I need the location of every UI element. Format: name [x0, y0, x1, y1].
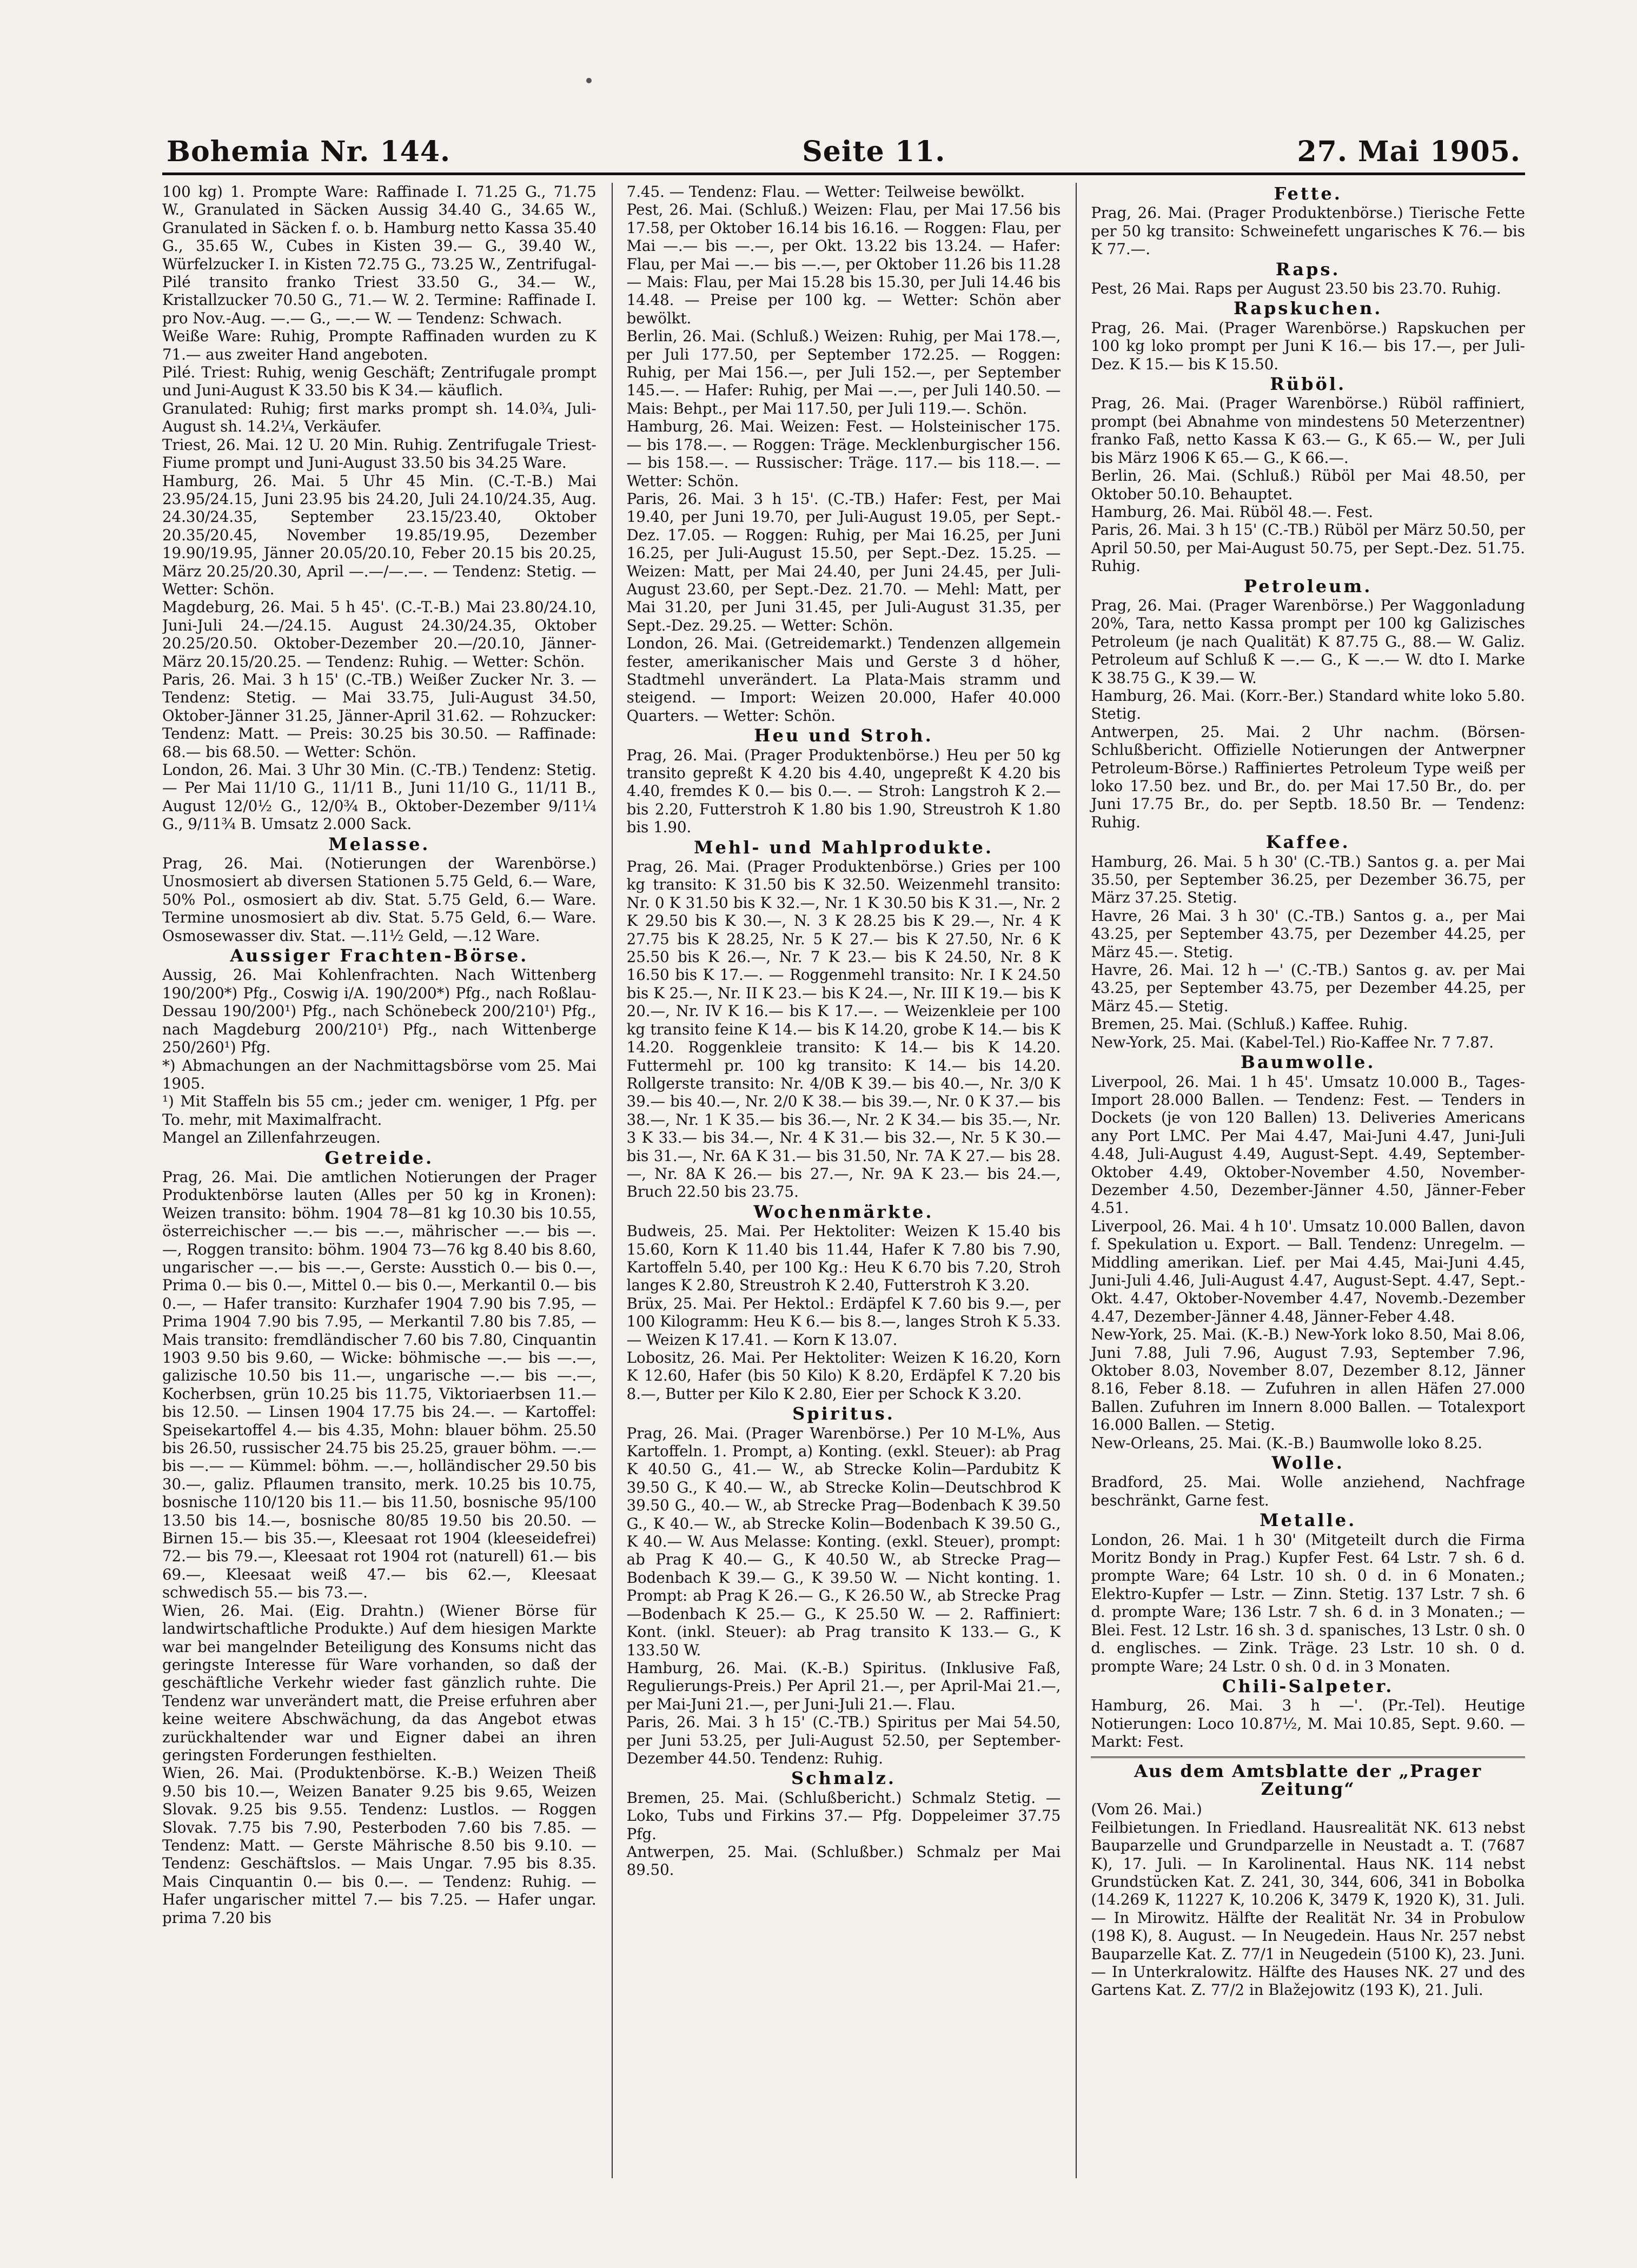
- article-paragraph: Mangel an Zillenfahrzeugen.: [162, 1129, 381, 1147]
- article-paragraph: 7.45. — Tendenz: Flau. — Wetter: Teilweise bewölkt.: [626, 183, 1025, 201]
- section-heading: Rapskuchen.: [1233, 298, 1383, 319]
- article-paragraph: Weiße Ware: Ruhig, Prompte Raffinaden wurden zu K 71.— aus zweiter Hand angeboten.: [162, 327, 597, 363]
- article-paragraph: Hamburg, 26. Mai. (Korr.-Ber.) Standard white loko 5.80. Stetig.: [1091, 686, 1525, 723]
- article-paragraph: Prag, 26. Mai. Die amtlichen Notierungen der Prager Produktenbörse lauten (Alles per 50 kg in Kronen): Weizen transito: böhm. 1904 78—81 kg 10.30 bis 10.55, österreichischer —.— bis —.—, mährischer —.— bis —.—, Roggen transito: böhm. 1904 73—76 kg 8.40 bis 8.60, ungarischer —.— bis —.—, Gerste: Ausstich 0.— bis 0.—, Prima 0.— bis 0.—, Mittel 0.— bis 0.—, Merkantil 0.— bis 0.—, — Hafer transito: Kurzhafer 1904 7.90 bis 7.95, — Prima 1904 7.90 bis 7.95, — Merkantil 7.80 bis 7.85, — Mais transito: fremdländischer 7.60 bis 7.80, Cinquantin 1903 9.50 bis 9.60, — Wicke: böhmische —.— bis —.—, galizische 10.50 bis 11.—, ungarische —.— bis —.—, Kocherbsen, grün 10.25 bis 11.75, Viktoriaerbsen 11.— bis 12.50. — Linsen 1904 17.75 bis 24.—. — Kartoffel: Speisekartoffel 4.— bis 4.35, Mohn: blauer böhm. 25.50 bis 26.50, russischer 24.75 bis 25.25, grauer böhm. —.— bis —.— — Kümmel: böhm. —.—, holländischer 29.50 bis 30.—, galiz. Pflaumen transito, merk. 10.25 bis 10.75, bosnische 110/120 bis 11.— bis 11.50, bosnische 95/100 13.50 bis 14.—, bosnische 80/85 19.50 bis 20.50. — Birnen 15.— bis 35.—, Kleesaat rot 1904 (kleeseidefrei) 72.— bis 79.—, Kleesaat rot 1904 rot (naturell) 61.— bis 69.—, Kleesaat weiß 47.— bis 62.—, Kleesaat schwedisch 55.— bis 73.—.: [162, 1168, 597, 1602]
- article-paragraph: Paris, 26. Mai. 3 h 15' (C.-TB.) Weißer Zucker Nr. 3. — Tendenz: Stetig. — Mai 33.75, Juli-August 34.50, Oktober-Jänner 31.25, Jänner-April 31.62. — Rohzucker: Tendenz: Matt. — Preis: 30.25 bis 30.50. — Raffinade: 68.— bis 68.50. — Wetter: Schön.: [162, 670, 597, 761]
- article-paragraph: Wien, 26. Mai. (Produktenbörse. K.-B.) Weizen Theiß 9.50 bis 10.—, Weizen Banater 9.25 bis 9.65, Weizen Slovak. 9.25 bis 9.55. Tendenz: Lustlos. — Roggen Slovak. 7.75 bis 7.90, Pesterboden 7.60 bis 7.85. — Tendenz: Matt. — Gerste Mährische 8.50 bis 9.10. — Tendenz: Geschäftslos. — Mais Ungar. 7.95 bis 8.35. Mais Cinquantin 0.— bis 0.—. — Tendenz: Ruhig. — Hafer ungarischer mittel 7.— bis 7.25. — Hafer ungar. prima 7.20 bis: [162, 1764, 597, 1927]
- article-paragraph: Hamburg, 26. Mai. (K.-B.) Spiritus. (Inklusive Faß, Regulierungs-Preis.) Per April 21.—, per April-Mai 21.—, per Mai-Juni 21.—, per Juni-Juli 21.—. Flau.: [626, 1659, 1061, 1713]
- article-paragraph: Granulated: Ruhig; first marks prompt sh. 14.0¾, Juli-August sh. 14.2¼, Verkäufer.: [162, 399, 597, 436]
- article-paragraph: New-York, 25. Mai. (Kabel-Tel.) Rio-Kaffee Nr. 7 7.87.: [1091, 1033, 1494, 1051]
- article-paragraph: Prag, 26. Mai. (Prager Produktenbörse.) Heu per 50 kg transito gepreßt K 4.20 bis 4.40, ungepreßt K 4.20 bis 4.40, fremdes K 0.— bis 0.—. — Stroh: Langstroh K 2.— bis 2.20, Futterstroh K 1.80 bis 1.90, Streustroh K 1.80 bis 1.90.: [626, 746, 1061, 837]
- section-heading: Baumwolle.: [1240, 1052, 1376, 1073]
- section-heading: Fette.: [1274, 183, 1342, 204]
- header-page-number: Seite 11.: [802, 135, 946, 168]
- article-paragraph: Hamburg, 26. Mai. Rüböl 48.—. Fest.: [1091, 502, 1374, 521]
- article-paragraph: Prag, 26. Mai. (Notierungen der Warenbörse.) Unosmosiert ab diversen Stationen 5.75 Geld, 6.— Ware, 50% Pol., osmosiert ab div. Stat. 5.75 Geld, 6.— Ware. Termine unosmosiert ab div. Stat. 5.75 Geld, 6.— Ware. Osmosewasser div. Stat. —.11½ Geld, —.12 Ware.: [162, 854, 597, 945]
- article-paragraph: Paris, 26. Mai. 3 h 15'. (C.-TB.) Hafer: Fest, per Mai 19.40, per Juni 19.70, per Juli-August 19.05, per Sept.-Dez. 17.05. — Roggen: Ruhig, per Mai 16.25, per Juni 16.25, per Juli-August 15.50, per Sept.-Dez. 15.25. — Weizen: Matt, per Mai 24.40, per Juni 24.45, per Juli-August 23.60, per Sept.-Dez. 21.70. — Mehl: Matt, per Mai 31.20, per Juni 31.45, per Juli-August 31.35, per Sept.-Dez. 29.25. — Wetter: Schön.: [626, 489, 1061, 634]
- section-heading: Kaffee.: [1265, 832, 1350, 853]
- article-paragraph: Wien, 26. Mai. (Eig. Drahtn.) (Wiener Börse für landwirtschaftliche Produkte.) Auf dem hiesigen Markte war bei mangelnder Beteiligung des Konsums nicht das geringste Interesse für Ware vorhanden, so daß der geschäftliche Verkehr wieder fast gänzlich ruhte. Die Tendenz war unverändert matt, die Preise erfuhren aber keine weitere Abschwächung, da das Angebot etwas zurückhaltender war und Eigner dabei an ihren geringsten Forderungen festhielten.: [162, 1601, 597, 1764]
- gazette-heading: Aus dem Amtsblatte der „Prager Zeitung“: [1091, 1756, 1525, 1799]
- article-paragraph: Prag, 26. Mai. (Prager Warenbörse.) Per Waggonladung 20%, Tara, netto Kassa prompt per 100 kg Galizisches Petroleum (je nach Qualität) K 87.75 G., 88.— W. Galiz. Petroleum auf Schluß K —.— G., K —.— W. dto I. Marke K 38.75 G., K 39.— W.: [1091, 596, 1525, 687]
- article-paragraph: Pilé. Triest: Ruhig, wenig Geschäft; Zentrifugale prompt und Juni-August K 33.50 bis K 34.— käuflich.: [162, 363, 597, 400]
- article-paragraph: *) Abmachungen an der Nachmittagsbörse vom 25. Mai 1905.: [162, 1056, 597, 1092]
- article-paragraph: Pest, 26. Mai. (Schluß.) Weizen: Flau, per Mai 17.56 bis 17.58, per Oktober 16.14 bis 16.16. — Roggen: Flau, per Mai —.— bis —.—, per Okt. 13.22 bis 13.24. — Hafer: Flau, per Mai —.— bis —.—, per Oktober 11.26 bis 11.28 — Mais: Flau, per Mai 15.28 bis 15.30, per Juli 14.46 bis 14.48. — Preise per 100 kg. — Wetter: Schön aber bewölkt.: [626, 201, 1061, 327]
- section-heading: Mehl- und Mahlprodukte.: [694, 837, 993, 858]
- article-paragraph: Lobositz, 26. Mai. Per Hektoliter: Weizen K 16.20, Korn K 12.60, Hafer (bis 50 Kilo) K 8.20, Erdäpfel K 7.20 bis 8.—, Butter per Kilo K 2.80, Eier per Schock K 3.20.: [626, 1349, 1061, 1403]
- column-1: [162, 183, 597, 2178]
- section-heading: Metalle.: [1260, 1510, 1357, 1531]
- article-paragraph: Havre, 26. Mai. 12 h —' (C.-TB.) Santos g. av. per Mai 43.25, per September 43.75, per Dezember 44.25, per März 45.— Stetig.: [1091, 961, 1525, 1015]
- section-heading: Aussiger Frachten-Börse.: [230, 945, 529, 966]
- article-paragraph: London, 26. Mai. (Getreidemarkt.) Tendenzen allgemein fester, amerikanischer Mais und Gerste 3 d höher, Stadtmehl unverändert. La Plata-Mais stramm und steigend. — Import: Weizen 20.000, Hafer 40.000 Quarters. — Wetter: Schön.: [626, 634, 1061, 725]
- article-paragraph: Budweis, 25. Mai. Per Hektoliter: Weizen K 15.40 bis 15.60, Korn K 11.40 bis 11.44, Hafer K 7.80 bis 7.90, Kartoffeln 5.40, per 100 Kg.: Heu K 6.70 bis 7.20, Stroh langes K 2.80, Streustroh K 2.40, Futterstroh K 3.20.: [626, 1222, 1061, 1295]
- article-paragraph: Liverpool, 26. Mai. 4 h 10'. Umsatz 10.000 Ballen, davon f. Spekulation u. Export. — Ball. Tendenz: Unregelm. — Middling amerikan. Lief. per Mai 4.45, Mai-Juni 4.45, Juni-Juli 4.46, Juli-August 4.47, August-Sept. 4.47, Sept.-Okt. 4.47, Oktober-November 4.47, Novemb.-Dezember 4.47, Dezember-Jänner 4.48, Jänner-Feber 4.48.: [1091, 1217, 1525, 1325]
- column-3: [1076, 183, 1525, 2178]
- section-heading: Wolle.: [1271, 1453, 1344, 1474]
- article-paragraph: (Vom 26. Mai.): [1091, 1800, 1202, 1819]
- section-heading: Wochenmärkte.: [753, 1201, 934, 1222]
- page-header: [162, 135, 1525, 175]
- article-paragraph: Bremen, 25. Mai. (Schlußbericht.) Schmalz Stetig. — Loko, Tubs und Firkins 37.— Pfg. Doppeleimer 37.75 Pfg.: [626, 1788, 1061, 1843]
- section-heading: Heu und Stroh.: [754, 725, 933, 746]
- article-paragraph: London, 26. Mai. 1 h 30' (Mitgeteilt durch die Firma Moritz Bondy in Prag.) Kupfer Fest. 64 Lstr. 7 sh. 6 d. prompte Ware; 64 Lstr. 10 sh. 0 d. in 6 Monaten.; Elektro-Kupfer — Lstr. — Zinn. Stetig. 137 Lstr. 7 sh. 6 d. prompte Ware; 136 Lstr. 7 sh. 6 d. in 3 Monaten.; — Blei. Fest. 12 Lstr. 16 sh. 3 d. spanisches, 13 Lstr. 0 sh. 0 d. englisches. — Zink. Träge. 23 Lstr. 10 sh. 0 d. prompte Ware; 24 Lstr. 0 sh. 0 d. in 3 Monaten.: [1091, 1530, 1525, 1675]
- section-heading: Rüböl.: [1270, 374, 1347, 395]
- article-paragraph: Triest, 26. Mai. 12 U. 20 Min. Ruhig. Zentrifugale Triest-Fiume prompt und Juni-August 33.50 bis 34.25 Ware.: [162, 435, 597, 472]
- section-heading: Getreide.: [324, 1147, 434, 1168]
- article-paragraph: ¹) Mit Staffeln bis 55 cm.; jeder cm. weniger, 1 Pfg. per To. mehr, mit Maximalfracht.: [162, 1092, 597, 1129]
- article-paragraph: Bremen, 25. Mai. (Schluß.) Kaffee. Ruhig.: [1091, 1015, 1408, 1033]
- article-paragraph: Magdeburg, 26. Mai. 5 h 45'. (C.-T.-B.) Mai 23.80/24.10, Juni-Juli 24.—/24.15. August 24.30/24.35, Oktober 20.25/20.50. Oktober-Dezember 20.—/20.10, Jänner-März 20.15/20.25. — Tendenz: Ruhig. — Wetter: Schön.: [162, 598, 597, 671]
- article-paragraph: Havre, 26 Mai. 3 h 30' (C.-TB.) Santos g. a., per Mai 43.25, per September 43.75, per Dezember 44.25, per März 45.—. Stetig.: [1091, 906, 1525, 961]
- article-paragraph: Feilbietungen. In Friedland. Hausrealität NK. 613 nebst Bauparzelle und Grundparzelle in Neustadt a. T. (7687 K), 17. Juli. — In Karolinental. Haus NK. 114 nebst Grundstücken Kat. Z. 241, 30, 344, 606, 341 in Bobolka (14.269 K, 11227 K, 10.206 K, 3479 K, 1920 K), 31. Juli. — In Mirowitz. Hälfte der Realität Nr. 34 in Probulow (198 K), 8. August. — In Neugedein. Haus Nr. 257 nebst Bauparzelle Kat. Z. 77/1 in Neugedein (5100 K), 23. Juni. — In Unterkralowitz. Hälfte des Hauses NK. 27 und des Gartens Kat. Z. 77/2 in Blažejowitz (193 K), 21. Juli.: [1091, 1818, 1525, 1999]
- article-paragraph: Prag, 26. Mai. (Prager Warenbörse.) Rapskuchen per 100 kg loko prompt per Juni K 16.— bis 17.—, per Juli-Dez. K 15.— bis K 15.50.: [1091, 319, 1525, 373]
- article-paragraph: New-Orleans, 25. Mai. (K.-B.) Baumwolle loko 8.25.: [1091, 1434, 1482, 1452]
- article-paragraph: Antwerpen, 25. Mai. (Schlußber.) Schmalz per Mai 89.50.: [626, 1842, 1061, 1879]
- section-heading: Petroleum.: [1244, 575, 1373, 596]
- article-paragraph: Berlin, 26. Mai. (Schluß.) Weizen: Ruhig, per Mai 178.—, per Juli 177.50, per September 172.25. — Roggen: Ruhig, per Mai 156.—, per Juli 152.—, per September 145.—. — Hafer: Ruhig, per Mai —.—, per Juli 140.50. — Mais: Behpt., per Mai 117.50, per Juli 119.—. Schön.: [626, 327, 1061, 417]
- article-paragraph: Prag, 26. Mai. (Prager Warenbörse.) Per 10 M-L%, Aus Kartoffeln. 1. Prompt, a) Konting. (exkl. Steuer): ab Prag K 40.50 G., 41.— W., ab Strecke Kolin—Pardubitz K 39.50 G., K 40.— W., ab Strecke Kolin—Deutschbrod K 39.50 G., 40.— W., ab Strecke Prag—Bodenbach K 39.50 G., K 40.— W., ab Strecke Kolin—Bodenbach K 39.50 G., K 40.— W. Aus Melasse: Konting. (exkl. Steuer), prompt: ab Prag K 40.— G., K 40.50 W., ab Strecke Prag—Bodenbach K 39.— G., K 39.50 W. — Nicht konting. 1. Prompt: ab Prag K 26.— G., K 26.50 W., ab Strecke Prag—Bodenbach K 25.— G., K 25.50 W. — 2. Raffiniert: Kont. (inkl. Steuer): ab Prag transito K 133.— G., K 133.50 W.: [626, 1424, 1061, 1659]
- article-paragraph: Hamburg, 26. Mai. 3 h —'. (Pr.-Tel). Heutige Notierungen: Loco 10.87½, M. Mai 10.85, Sept. 9.60. — Markt: Fest.: [1091, 1696, 1525, 1751]
- article-paragraph: Aussig, 26. Mai Kohlenfrachten. Nach Wittenberg 190/200*) Pfg., Coswig i/A. 190/200*) Pfg., nach Roßlau-Dessau 190/200¹) Pfg., nach Schönebeck 200/210¹) Pfg., nach Magdeburg 200/210¹) Pfg., nach Wittenberge 250/260¹) Pfg.: [162, 966, 597, 1057]
- article-paragraph: New-York, 25. Mai. (K.-B.) New-York loko 8.50, Mai 8.06, Juni 7.88, Juli 7.96, August 7.93, September 7.96, Oktober 8.03, November 8.07, Dezember 8.12, Jänner 8.16, Feber 8.18. — Zufuhren in allen Häfen 27.000 Ballen. Zufuhren im Innern 8.000 Ballen. — Totalexport 16.000 Ballen. — Stetig.: [1091, 1325, 1525, 1434]
- section-heading: Chili-Salpeter.: [1222, 1675, 1394, 1696]
- section-heading: Melasse.: [328, 833, 430, 854]
- header-date: 27. Mai 1905.: [1297, 135, 1521, 168]
- article-paragraph: Paris, 26. Mai. 3 h 15' (C.-TB.) Rüböl per März 50.50, per April 50.50, per Mai-August 50.75, per Sept.-Dez. 51.75. Ruhig.: [1091, 521, 1525, 575]
- section-heading: Schmalz.: [791, 1768, 896, 1789]
- section-heading: Spiritus.: [792, 1403, 895, 1424]
- article-paragraph: Berlin, 26. Mai. (Schluß.) Rüböl per Mai 48.50, per Oktober 50.10. Behauptet.: [1091, 467, 1525, 503]
- article-paragraph: Hamburg, 26. Mai. 5 h 30' (C.-TB.) Santos g. a. per Mai 35.50, per September 36.25, per Dezember 36.75, per März 37.25. Stetig.: [1091, 852, 1525, 907]
- article-paragraph: Prag, 26. Mai. (Prager Produktenbörse.) Tierische Fette per 50 kg transito: Schweinefett ungarisches K 76.— bis K 77.—.: [1091, 204, 1525, 258]
- print-speck: [586, 78, 592, 83]
- columns: [162, 183, 1525, 2178]
- article-paragraph: Liverpool, 26. Mai. 1 h 45'. Umsatz 10.000 B., Tages-Import 28.000 Ballen. — Tendenz: Fest. — Tenders in Dockets (je von 120 Ballen) 13. Deliveries Americans any Port LMC. Per Mai 4.47, Mai-Juni 4.47, Juni-Juli 4.48, Juli-August 4.49, August-Sept. 4.49, September-Oktober 4.49, Oktober-November 4.50, November-Dezember 4.50, Dezember-Jänner 4.50, Jänner-Feber 4.51.: [1091, 1072, 1525, 1217]
- article-paragraph: Prag, 26. Mai. (Prager Produktenbörse.) Gries per 100 kg transito: K 31.50 bis K 32.50. Weizenmehl transito: Nr. 0 K 31.50 bis K 32.—, Nr. 1 K 30.50 bis K 31.—, Nr. 2 K 29.50 bis K 30.—, N. 3 K 28.25 bis K 29.—, Nr. 4 K 27.75 bis K 28.25, Nr. 5 K 27.— bis K 27.50, Nr. 6 K 25.50 bis K 26.—, Nr. 7 K 23.— bis K 24.50, Nr. 8 K 16.50 bis K 17.—. — Roggenmehl transito: Nr. I K 24.50 bis K 25.—, Nr. II K 23.— bis K 24.—, Nr. III K 19.— bis K 20.—, Nr. IV K 16.— bis K 17.—. — Weizenkleie per 100 kg transito feine K 14.— bis K 14.20, grobe K 14.— bis K 14.20. Roggenkleie transito: K 14.— bis K 14.20. Futtermehl pr. 100 kg transito: K 14.— bis 14.20. Rollgerste transito: Nr. 4/0B K 39.— bis 40.—, Nr. 3/0 K 39.— bis 40.—, Nr. 2/0 K 38.— bis 39.—, Nr. 0 K 37.— bis 38.—, Nr. 1 K 35.— bis 36.—, Nr. 2 K 34.— bis 35.—, Nr. 3 K 33.— bis 34.—, Nr. 4 K 31.— bis 32.—, Nr. 5 K 30.— bis 31.—, Nr. 6A K 31.— bis 31.50, Nr. 7A K 27.— bis 28.—, Nr. 8A K 26.— bis 27.—, Nr. 9A K 23.— bis 24.—, Bruch 22.50 bis 23.75.: [626, 858, 1061, 1201]
- header-publication: Bohemia Nr. 144.: [167, 135, 451, 168]
- article-paragraph: Hamburg, 26. Mai. 5 Uhr 45 Min. (C.-T.-B.) Mai 23.95/24.15, Juni 23.95 bis 24.20, Juli 24.10/24.35, Aug. 24.30/24.35, September 23.15/23.40, Oktober 20.35/20.45, November 19.85/19.95, Dezember 19.90/19.95, Jänner 20.05/20.10, Feber 20.15 bis 20.25, März 20.25/20.30, April —.—/—.—. — Tendenz: Stetig. — Wetter: Schön.: [162, 472, 597, 598]
- article-paragraph: Bradford, 25. Mai. Wolle anziehend, Nachfrage beschränkt, Garne fest.: [1091, 1473, 1525, 1509]
- newspaper-page: [162, 135, 1525, 2179]
- column-2: [612, 183, 1061, 2178]
- article-paragraph: Prag, 26. Mai. (Prager Warenbörse.) Rüböl raffiniert, prompt (bei Abnahme von mindestens 50 Meterzentner) franko Faß, netto Kassa K 63.— G., K 65.— W., per Juli bis März 1906 K 65.— G., K 66.—.: [1091, 394, 1525, 467]
- article-paragraph: Hamburg, 26. Mai. Weizen: Fest. — Holsteinischer 175.— bis 178.—. — Roggen: Träge. Mecklenburgischer 156.— bis 158.—. — Russischer: Träge. 117.— bis 118.—. — Wetter: Schön.: [626, 417, 1061, 490]
- article-paragraph: London, 26. Mai. 3 Uhr 30 Min. (C.-TB.) Tendenz: Stetig. — Per Mai 11/10 G., 11/11 B., Juni 11/10 G., 11/11 B., August 12/0½ G., 12/0¾ B., Oktober-Dezember 9/11¼ G., 9/11¾ B. Umsatz 2.000 Sack.: [162, 761, 597, 833]
- article-paragraph: Brüx, 25. Mai. Per Hektol.: Erdäpfel K 7.60 bis 9.—, per 100 Kilogramm: Heu K 6.— bis 8.—, langes Stroh K 5.33. — Weizen K 17.41. — Korn K 13.07.: [626, 1294, 1061, 1349]
- article-paragraph: Pest, 26 Mai. Raps per August 23.50 bis 23.70. Ruhig.: [1091, 280, 1501, 298]
- section-heading: Raps.: [1275, 258, 1341, 280]
- article-paragraph: Antwerpen, 25. Mai. 2 Uhr nachm. (Börsen-Schlußbericht. Offizielle Notierungen der Antwerpner Petroleum-Börse.) Raffiniertes Petroleum Type weiß per loko 17.50 bez. und Br., do. per Mai 17.50 Br., do. per Juni 17.75 Br., do. per Septb. 18.50 Br. — Tendenz: Ruhig.: [1091, 722, 1525, 831]
- article-paragraph: 100 kg) 1. Prompte Ware: Raffinade I. 71.25 G., 71.75 W., Granulated in Säcken Aussig 34.40 G., 34.65 W., Granulated in Säcken f. o. b. Hamburg netto Kassa 35.40 G., 35.65 W., Cubes in Kisten 39.— G., 39.40 W., Würfelzucker I. in Kisten 72.75 G., 73.25 W., Zentrifugal-Pilé transito franko Triest 33.50 G., 34.— W., Kristallzucker 70.50 G., 71.— W. 2. Termine: Raffinade I. pro Nov.-Aug. —.— G., —.— W. — Tendenz: Schwach.: [162, 183, 597, 327]
- article-paragraph: Paris, 26. Mai. 3 h 15' (C.-TB.) Spiritus per Mai 54.50, per Juni 53.25, per Juli-August 52.50, per September-Dezember 44.50. Tendenz: Ruhig.: [626, 1713, 1061, 1767]
